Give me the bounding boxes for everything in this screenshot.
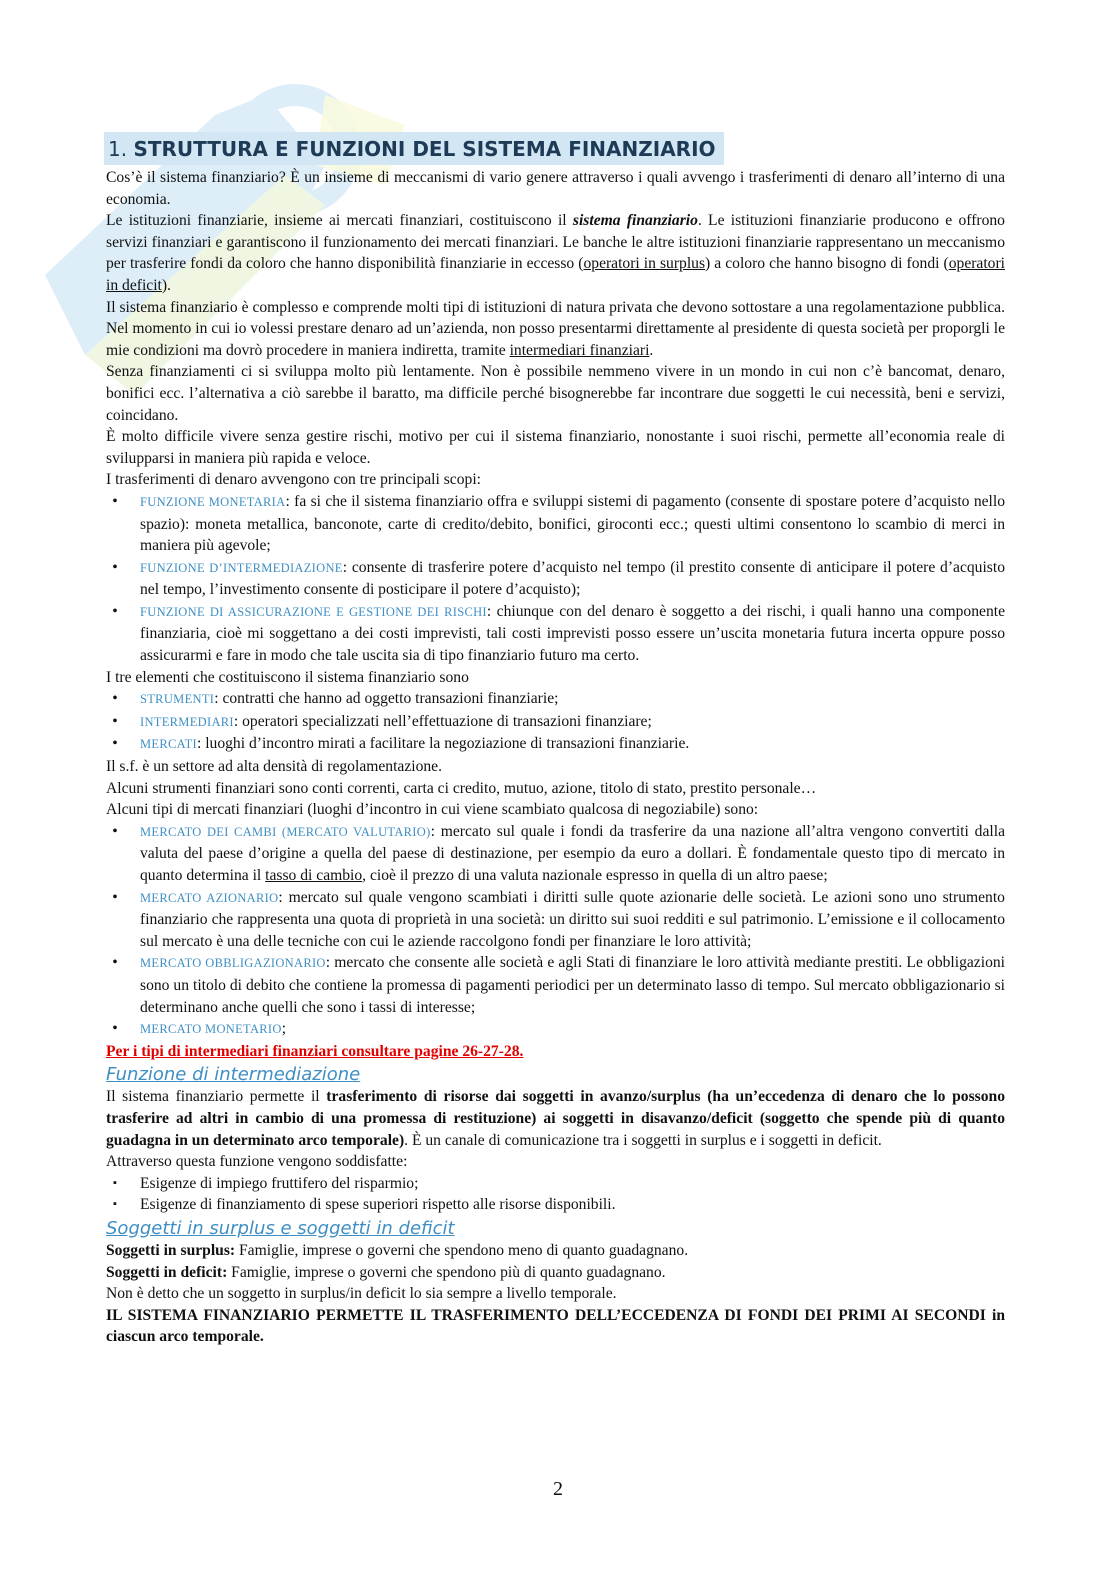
list-item: • FUNZIONE MONETARIA: fa si che il sistema finanziario offra e sviluppi sistemi di pagamento (consente di spostare potere d’acquisto nello spazio): moneta metallica, banconote, carte di credito/debito, bonifici, giroconti ecc.; questi ultimi consentono lo scambio di merci in maniera più agevole; bbox=[106, 491, 1005, 557]
title-text: STRUTTURA E FUNZIONI DEL SISTEMA FINANZIARIO bbox=[133, 137, 716, 161]
intro-paragraph-3: Il sistema finanziario è complesso e comprende molti tipi di istituzioni di natura privata che devono sottostare a una regolamentazione pubblica. Nel momento in cui io volessi prestare denaro ad un’azienda, non posso presentarmi direttamente al presidente di questa società per proporgli le mie condizioni ma dovrò procedere in maniera indiretta, tramite intermediari finanziari. bbox=[106, 298, 1005, 359]
term-operatori-deficit: operatori in deficit bbox=[106, 255, 1006, 294]
bullet-icon: • bbox=[112, 822, 118, 840]
soggetti-note: Non è detto che un soggetto in surplus/in deficit lo sia sempre a livello temporale. bbox=[106, 1285, 617, 1303]
list-item: • STRUMENTI: contratti che hanno ad oggetto transazioni finanziarie; bbox=[106, 688, 1005, 711]
page-title bbox=[104, 132, 724, 165]
list-item: • MERCATI: luoghi d’incontro mirati a facilitare la negoziazione di transazioni finanziarie. bbox=[106, 733, 1005, 756]
soggetti-surplus: Soggetti in surplus: Famiglie, imprese o governi che spendono meno di quanto guadagnano. bbox=[106, 1241, 689, 1259]
final-statement: IL SISTEMA FINANZIARIO PERMETTE IL TRASFERIMENTO DELL’ECCEDENZA DI FONDI DEI PRIMI AI SECONDI in ciascun arco temporale. bbox=[106, 1306, 1006, 1346]
text-line: Alcuni tipi di mercati finanziari (luoghi d’incontro in cui viene scambiato qualcosa di negoziabile) sono: bbox=[106, 801, 759, 819]
bullet-icon: • bbox=[112, 954, 118, 972]
bullet-icon: • bbox=[112, 735, 118, 753]
square-bullet-icon: ▪ bbox=[113, 1176, 117, 1189]
scopi-list bbox=[106, 491, 1005, 667]
term-tasso-di-cambio: tasso di cambio bbox=[265, 867, 363, 884]
elementi-intro: I tre elementi che costituiscono il sistema finanziario sono bbox=[106, 668, 469, 686]
title-number: 1. bbox=[108, 137, 128, 161]
soggetti-deficit: Soggetti in deficit: Famiglie, imprese o governi che spendono più di quanto guadagnano. bbox=[106, 1263, 666, 1281]
list-item: • MERCATO AZIONARIO: mercato sul quale vengono scambiati i diritti sulle quote azionarie delle società. Le azioni sono uno strumento finanziario che rappresenta una quota di proprietà in una società: un diritto sui suoi redditi e sul patrimonio. L’emissione e il collocamento sul mercato è una delle tecniche con cui le aziende raccolgono fondi per finanziare le loro attività; bbox=[106, 887, 1005, 953]
intro-paragraph-4: Senza finanziamenti ci si sviluppa molto più lentamente. Non è possibile nemmeno vivere in un mondo in cui non c’è bancomat, denaro, bonifici ecc. l’alternativa a ciò sarebbe il baratto, ma difficile perché bisognerebbe far incontrare due soggetti le cui necessità, beni e servizi, coincidano. bbox=[106, 363, 1005, 424]
list-item: • FUNZIONE D’INTERMEDIAZIONE: consente di trasferire potere d’acquisto nel tempo (il prestito consente di anticipare il potere d’acquisto nel tempo, l’investimento consente di posticipare il potere d’acquisto); bbox=[106, 557, 1005, 601]
intermediazione-paragraph: Il sistema finanziario permette il trasferimento di risorse dai soggetti in avanzo/surplus (ha un’eccedenza di denaro che lo possono trasferire ad altri in cambio di una promessa di restituzione) ai soggetti in disavanzo/deficit (soggetto che spende più di quanto guadagna in un determinato arco temporale). È un canale di comunicazione tra i soggetti in surplus e i soggetti in deficit. bbox=[106, 1088, 1005, 1149]
bullet-icon: • bbox=[112, 690, 118, 708]
elementi-list bbox=[106, 688, 1005, 756]
bullet-icon: • bbox=[112, 712, 118, 730]
intro-paragraph-2: Le istituzioni finanziarie, insieme ai mercati finanziari, costituiscono il sistema finanziario. Le istituzioni finanziarie producono e offrono servizi finanziari e garantiscono il funzionamento dei mercati finanziari. Le banche le altre istituzioni finanziarie rappresentano un meccanismo per trasferire fondi da coloro che hanno disponibilità finanziarie in eccesso (operatori in surplus) a coloro che hanno bisogno di fondi (operatori in deficit). bbox=[106, 212, 1006, 294]
intro-paragraph-6: I trasferimenti di denaro avvengono con tre principali scopi: bbox=[106, 471, 481, 489]
intro-paragraph-5: È molto difficile vivere senza gestire rischi, motivo per cui il sistema finanziario, nonostante i suoi rischi, permette all’economia reale di svilupparsi in maniera più rapida e veloce. bbox=[106, 428, 1005, 467]
text-line: Alcuni strumenti finanziari sono conti correnti, carta ci credito, mutuo, azione, titolo di stato, prestito personale… bbox=[106, 779, 817, 797]
list-item: • FUNZIONE DI ASSICURAZIONE E GESTIONE DEI RISCHI: chiunque con del denaro è soggetto a dei rischi, i quali hanno una componente finanziaria, cioè mi soggettano a dei costi imprevisti, tali costi imprevisti posso essere un’uscita monetaria futura incerta oppure posso assicurarmi e fare in modo che tale uscita sia di tipo finanziario futuro ma certo. bbox=[106, 601, 1005, 667]
list-item: ▪ Esigenze di finanziamento di spese superiori rispetto alle risorse disponibili. bbox=[106, 1194, 1005, 1216]
term-operatori-surplus: operatori in surplus bbox=[583, 255, 706, 273]
square-bullet-icon: ▪ bbox=[113, 1198, 117, 1211]
document-page bbox=[106, 132, 1005, 1348]
bullet-icon: • bbox=[112, 602, 118, 620]
red-note: Per i tipi di intermediari finanziari consultare pagine 26-27-28. bbox=[106, 1042, 524, 1060]
term-intermediari: intermediari finanziari bbox=[509, 341, 650, 359]
mercati-list bbox=[106, 821, 1005, 1041]
list-item: • MERCATO MONETARIO; bbox=[106, 1018, 1005, 1041]
list-item: • MERCATO OBBLIGAZIONARIO: mercato che consente alle società e agli Stati di finanziare le loro attività mediante prestiti. Le obbligazioni sono un titolo di debito che contiene la promessa di pagamenti periodici per un determinato lasso di tempo. Sul mercato obbligazionario si determinano anche quelli che sono i tassi di interesse; bbox=[106, 952, 1005, 1018]
bullet-icon: • bbox=[112, 1020, 118, 1038]
term-sistema-finanziario: sistema finanziario bbox=[572, 212, 698, 230]
heading-funzione-intermediazione: Funzione di intermediazione bbox=[106, 1064, 361, 1086]
intermediazione-paragraph-2: Attraverso questa funzione vengono soddisfatte: bbox=[106, 1153, 408, 1171]
bullet-icon: • bbox=[112, 888, 118, 906]
list-item: ▪ Esigenze di impiego fruttifero del risparmio; bbox=[106, 1173, 1005, 1195]
bullet-icon: • bbox=[112, 492, 118, 510]
heading-soggetti: Soggetti in surplus e soggetti in deficit bbox=[106, 1217, 455, 1239]
page-number: 2 bbox=[553, 1478, 563, 1500]
bullet-icon: • bbox=[112, 558, 118, 576]
text-line: Il s.f. è un settore ad alta densità di regolamentazione. bbox=[106, 758, 443, 776]
list-item: • MERCATO DEI CAMBI (MERCATO VALUTARIO): mercato sul quale i fondi da trasferire da una nazione all’altra vengono convertiti dalla valuta del paese d’origine a quella del paese di destinazione, per esempio da euro a dollari. È fondamentale questo tipo di mercato in quanto determina il tasso di cambio, cioè il prezzo di una valuta nazionale espresso in quella di un altro paese; bbox=[106, 821, 1005, 887]
intro-paragraph-1: Cos’è il sistema finanziario? È un insieme di meccanismi di vario genere attraverso i quali avvengo i trasferimenti di denaro all’interno di una economia. bbox=[106, 169, 1005, 208]
list-item: • INTERMEDIARI: operatori specializzati nell’effettuazione di transazioni finanziare; bbox=[106, 711, 1005, 734]
esigenze-list bbox=[106, 1173, 1005, 1216]
